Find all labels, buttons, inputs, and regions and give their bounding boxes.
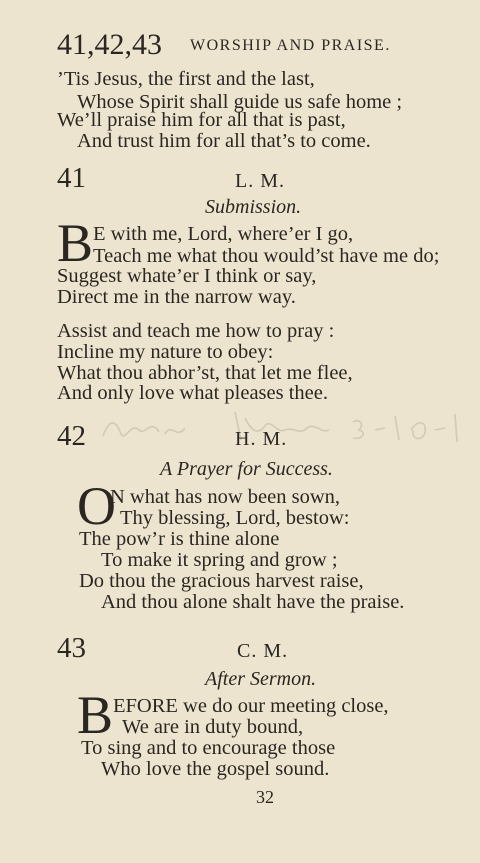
hymn-43-meter: C. M. [237,640,289,662]
hymn-42-line-5: Do thou the gracious harvest raise, [79,570,364,592]
hymn-42-line-1: N what has now been sown, [110,486,341,508]
hymn-43-line-2: We are in duty bound, [122,716,304,738]
hymn-41-line-5: Assist and teach me how to pray : [57,320,335,342]
hymn-41-line-2: Teach me what thou would’st have me do; [93,245,440,267]
hymn-42-line-6: And thou alone shalt have the praise. [101,591,405,613]
hymn-41-subtitle: Submission. [205,196,302,218]
hymn-numbers-heading: 41,42,43 [57,28,162,61]
hymn-42-subtitle: A Prayer for Success. [160,458,333,480]
hymn-41-line-1: E with me, Lord, where’er I go, [93,223,354,245]
hymn-41-number: 41 [57,162,86,194]
continued-line-3: We’ll praise him for all that is past, [57,109,346,131]
page-number: 32 [256,787,274,807]
hymn-41-line-3: Suggest whate’er I think or say, [57,265,317,287]
running-title: WORSHIP AND PRAISE. [190,37,391,54]
hymn-42-meter: H. M. [235,428,288,450]
hymn-42-drop-cap: O [77,476,116,536]
hymn-43-line-3: To sing and to encourage those [81,737,336,759]
hymn-42-line-4: To make it spring and grow ; [101,549,338,571]
hymn-42-line-3: The pow’r is thine alone [79,528,280,550]
hymn-41-line-4: Direct me in the narrow way. [57,286,296,308]
continued-line-2: Whose Spirit shall guide us safe home ; [77,91,403,113]
hymn-41-meter: L. M. [235,170,285,192]
hymn-43-line-1: EFORE we do our meeting close, [113,695,389,717]
hymn-43-subtitle: After Sermon. [205,668,317,690]
hymn-41-drop-cap: B [57,213,94,273]
hymn-42-number: 42 [57,420,86,452]
hymn-41-line-8: And only love what pleases thee. [57,382,328,404]
continued-line-4: And trust him for all that’s to come. [77,130,371,152]
hymn-42-line-2: Thy blessing, Lord, bestow: [120,507,350,529]
continued-line-1: ’Tis Jesus, the first and the last, [57,68,315,90]
hymn-43-number: 43 [57,632,86,664]
hymn-41-line-6: Incline my nature to obey: [57,341,274,363]
hymn-41-line-7: What thou abhor’st, that let me flee, [57,362,353,384]
hymn-43-line-4: Who love the gospel sound. [101,758,330,780]
hymn-43-drop-cap: B [77,685,114,745]
